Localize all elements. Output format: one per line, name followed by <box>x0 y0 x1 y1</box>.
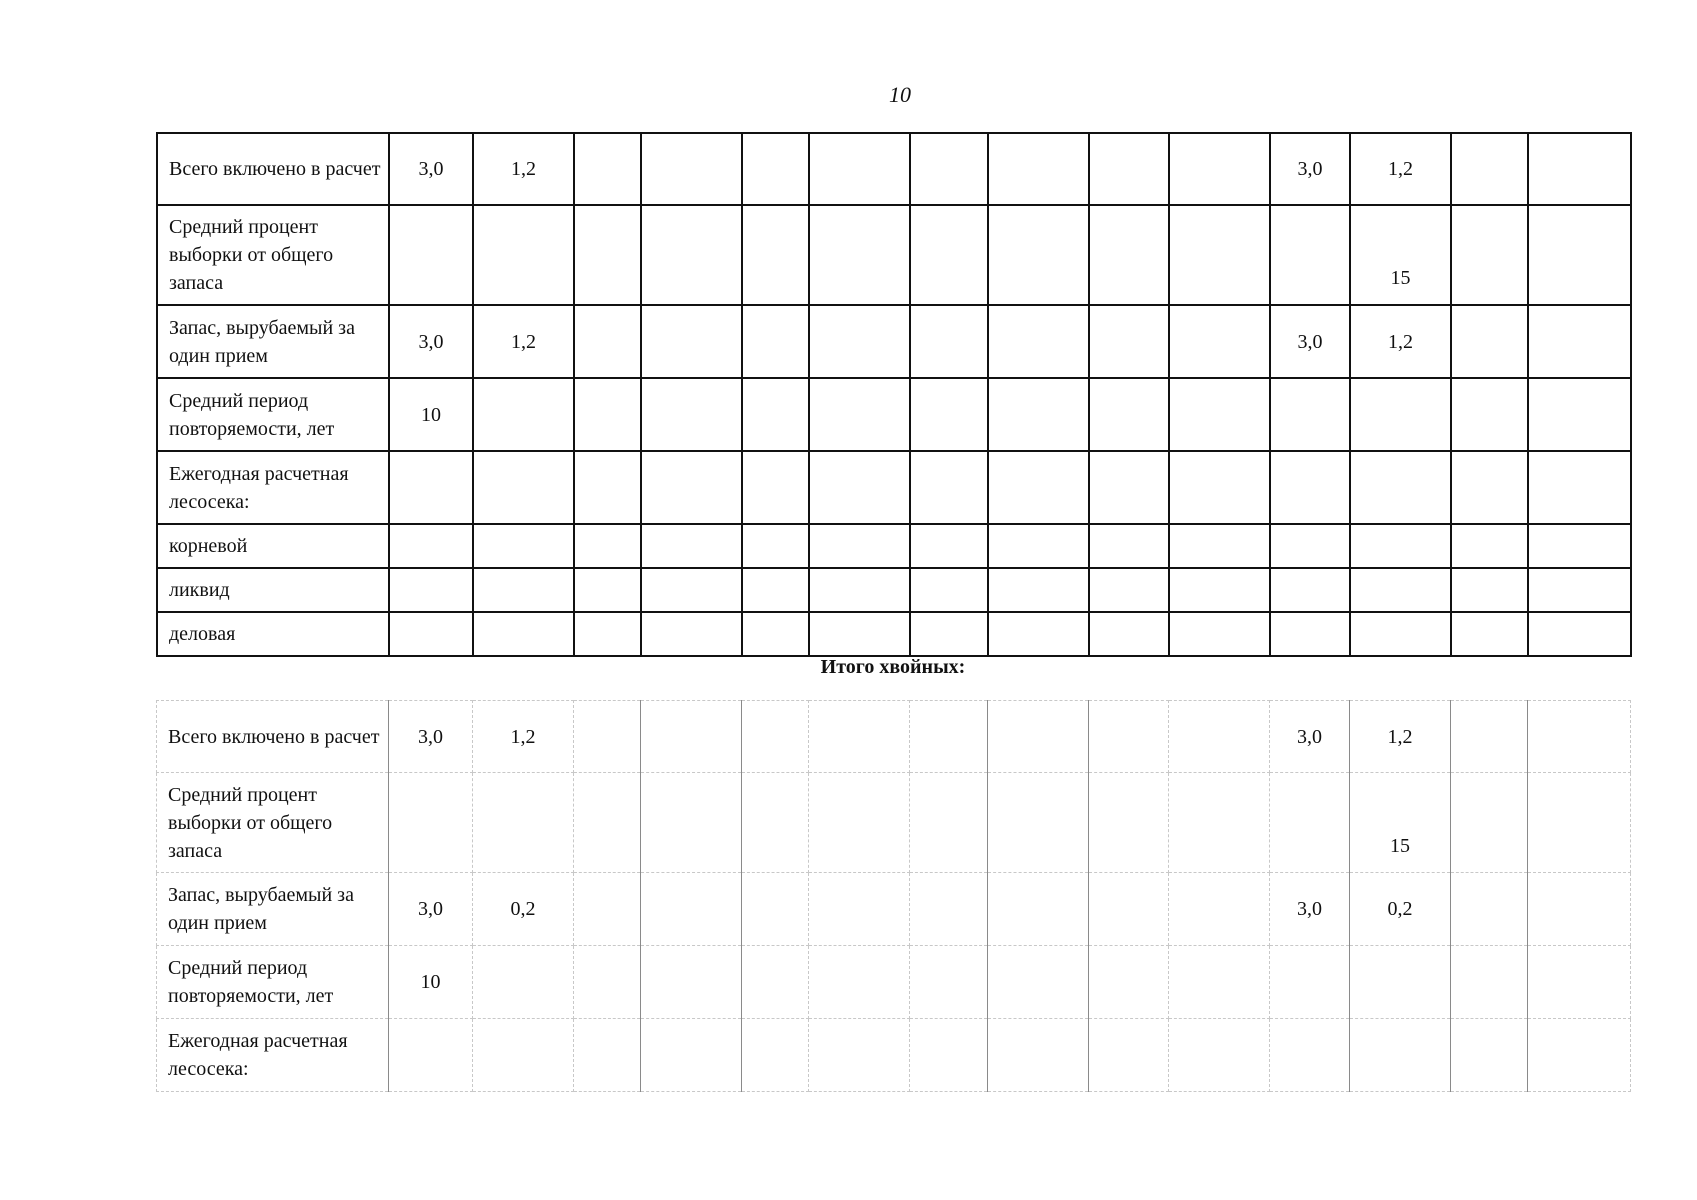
table-cell <box>988 873 1089 946</box>
table-cell <box>1528 1019 1631 1092</box>
table-row <box>157 133 1631 205</box>
table-cell <box>574 701 641 773</box>
table-cell <box>389 568 473 612</box>
table-cell: 3,0 <box>1270 873 1350 946</box>
table-cell <box>1270 1019 1350 1092</box>
table-cell <box>1169 701 1270 773</box>
row-label: Средний процент выборки от общего запаса <box>157 773 389 873</box>
table-cell: 1,2 <box>1350 133 1451 205</box>
table-cell <box>910 946 988 1019</box>
table-cell <box>1089 568 1169 612</box>
table-cell <box>574 305 641 378</box>
table-cell <box>1528 701 1631 773</box>
table-cell <box>473 1019 574 1092</box>
table-cell <box>641 133 742 205</box>
table-cell: 0,2 <box>1350 873 1451 946</box>
table-cell: 1,2 <box>1350 701 1451 773</box>
table-cell <box>742 1019 809 1092</box>
table-cell <box>809 873 910 946</box>
table-cell <box>641 451 742 524</box>
table-cell <box>473 451 574 524</box>
table-cell <box>1169 378 1270 451</box>
table-cell <box>641 873 742 946</box>
table-row <box>157 524 1631 568</box>
table-cell <box>641 378 742 451</box>
table-cell <box>988 946 1089 1019</box>
table-cell <box>473 205 574 305</box>
table-cell <box>389 773 473 873</box>
row-label: Средний период повторяемости, лет <box>157 378 389 451</box>
table-cell <box>574 451 641 524</box>
table-cell <box>1451 873 1528 946</box>
row-label: Запас, вырубаемый за один прием <box>157 873 389 946</box>
table-cell <box>1270 773 1350 873</box>
table-cell <box>1089 378 1169 451</box>
table-cell <box>809 701 910 773</box>
table-cell: 3,0 <box>389 133 473 205</box>
table-cell <box>910 451 988 524</box>
table-cell <box>1451 205 1528 305</box>
table-cell <box>988 1019 1089 1092</box>
table-cell <box>910 701 988 773</box>
table-cell <box>641 946 742 1019</box>
table-cell <box>1089 701 1169 773</box>
table-cell <box>988 612 1089 656</box>
table-cell <box>910 524 988 568</box>
table-cell <box>1089 205 1169 305</box>
row-label: Всего включено в расчет <box>157 133 389 205</box>
table-cell <box>742 524 809 568</box>
table-cell <box>1451 773 1528 873</box>
table-cell: 3,0 <box>1270 133 1350 205</box>
table-cell <box>988 451 1089 524</box>
table-cell <box>742 568 809 612</box>
table-cell <box>742 773 809 873</box>
row-label: деловая <box>157 612 389 656</box>
table-cell <box>988 133 1089 205</box>
table-row <box>157 701 1631 773</box>
table-cell <box>1528 451 1631 524</box>
table-cell <box>1169 773 1270 873</box>
table-cell <box>809 1019 910 1092</box>
table-cell <box>1270 524 1350 568</box>
table-cell <box>910 773 988 873</box>
table-cell: 3,0 <box>389 305 473 378</box>
table-cell <box>1528 773 1631 873</box>
table-cell <box>473 773 574 873</box>
table-cell <box>1089 451 1169 524</box>
table-row <box>157 612 1631 656</box>
table-cell: 1,2 <box>473 305 574 378</box>
table-cell: 0,2 <box>473 873 574 946</box>
table-cell: 3,0 <box>389 701 473 773</box>
table-cell <box>1528 873 1631 946</box>
table-cell <box>1270 451 1350 524</box>
table-cell: 3,0 <box>1270 305 1350 378</box>
table-cell <box>1169 205 1270 305</box>
table-cell <box>910 133 988 205</box>
table-cell <box>1451 524 1528 568</box>
table-cell <box>1169 946 1270 1019</box>
table-cell <box>1528 305 1631 378</box>
table-cell <box>641 568 742 612</box>
table-cell <box>742 378 809 451</box>
table-cell <box>1350 946 1451 1019</box>
table-cell <box>1451 451 1528 524</box>
table-cell <box>473 946 574 1019</box>
table-cell <box>809 612 910 656</box>
table-cell <box>389 1019 473 1092</box>
table-cell <box>473 612 574 656</box>
table-cell <box>574 205 641 305</box>
table-cell <box>809 568 910 612</box>
table-cell <box>1270 205 1350 305</box>
row-label: ликвид <box>157 568 389 612</box>
row-label: Ежегодная расчетная лесосека: <box>157 451 389 524</box>
table-cell <box>910 568 988 612</box>
table-cell <box>1451 305 1528 378</box>
table-cell <box>910 612 988 656</box>
table-cell <box>574 524 641 568</box>
table-cell <box>1089 946 1169 1019</box>
table-cell: 1,2 <box>473 133 574 205</box>
table-cell <box>1350 524 1451 568</box>
table-cell <box>1350 378 1451 451</box>
table-cell <box>641 773 742 873</box>
table-cell <box>1270 568 1350 612</box>
table-row <box>157 873 1631 946</box>
table-cell <box>1089 1019 1169 1092</box>
table-cell <box>1528 133 1631 205</box>
row-label: корневой <box>157 524 389 568</box>
table-cell: 3,0 <box>389 873 473 946</box>
table-cell <box>1169 873 1270 946</box>
table-cell <box>742 946 809 1019</box>
table-cell <box>389 451 473 524</box>
table-cell <box>809 205 910 305</box>
table-cell <box>988 568 1089 612</box>
table-cell <box>389 205 473 305</box>
table-cell <box>988 305 1089 378</box>
table-cell: 10 <box>389 946 473 1019</box>
table-cell <box>809 133 910 205</box>
table-cell <box>1451 568 1528 612</box>
table-cell <box>473 568 574 612</box>
table-cell <box>574 378 641 451</box>
table-cell <box>742 305 809 378</box>
table-cell: 1,2 <box>1350 305 1451 378</box>
table-cell <box>1528 205 1631 305</box>
conifer-total-table <box>156 700 1631 1092</box>
table-cell: 1,2 <box>473 701 574 773</box>
table-cell <box>1270 612 1350 656</box>
table-cell <box>742 612 809 656</box>
table-cell <box>1169 612 1270 656</box>
table-cell <box>1350 451 1451 524</box>
row-label: Средний процент выборки от общего запаса <box>157 205 389 305</box>
table-cell <box>641 524 742 568</box>
table-cell <box>809 946 910 1019</box>
table-cell <box>1528 524 1631 568</box>
table-cell <box>1089 133 1169 205</box>
table-cell <box>1528 612 1631 656</box>
table-cell: 10 <box>389 378 473 451</box>
table-cell <box>910 305 988 378</box>
table-cell <box>1451 133 1528 205</box>
table-cell <box>1089 305 1169 378</box>
table-cell <box>574 568 641 612</box>
table-row <box>157 568 1631 612</box>
table-cell <box>1350 612 1451 656</box>
table-cell <box>641 701 742 773</box>
table-cell <box>1169 568 1270 612</box>
table-cell <box>910 378 988 451</box>
table-cell <box>574 133 641 205</box>
table-cell <box>574 773 641 873</box>
table-cell <box>473 524 574 568</box>
table-cell <box>1451 946 1528 1019</box>
table-cell <box>1089 612 1169 656</box>
table-cell <box>389 612 473 656</box>
table-cell <box>742 701 809 773</box>
table-cell <box>1169 451 1270 524</box>
table-cell <box>988 524 1089 568</box>
page-number: 10 <box>889 82 911 107</box>
table-cell <box>809 524 910 568</box>
table-row <box>157 1019 1631 1092</box>
table-cell <box>1169 1019 1270 1092</box>
table-cell <box>742 451 809 524</box>
table-cell <box>1528 946 1631 1019</box>
table-cell <box>1350 1019 1451 1092</box>
table-cell <box>809 451 910 524</box>
table-cell <box>1169 133 1270 205</box>
table-cell <box>1270 378 1350 451</box>
table-cell <box>910 1019 988 1092</box>
table-cell <box>1270 946 1350 1019</box>
table-cell <box>1528 378 1631 451</box>
forest-data-table <box>156 132 1632 657</box>
table-cell <box>389 524 473 568</box>
table-cell <box>988 205 1089 305</box>
table-row <box>157 946 1631 1019</box>
row-label: Ежегодная расчетная лесосека: <box>157 1019 389 1092</box>
table-cell <box>641 612 742 656</box>
table-cell <box>1451 378 1528 451</box>
table-cell <box>1451 1019 1528 1092</box>
table-row <box>157 305 1631 378</box>
table-cell <box>1089 773 1169 873</box>
row-label: Всего включено в расчет <box>157 701 389 773</box>
row-label: Средний период повторяемости, лет <box>157 946 389 1019</box>
table-cell <box>1451 701 1528 773</box>
table-cell <box>988 773 1089 873</box>
table-cell <box>809 305 910 378</box>
table-cell <box>742 205 809 305</box>
table-cell <box>574 873 641 946</box>
table-cell <box>641 205 742 305</box>
table-cell <box>641 1019 742 1092</box>
table-cell <box>742 133 809 205</box>
table-cell: 3,0 <box>1270 701 1350 773</box>
table-cell <box>574 1019 641 1092</box>
table-cell <box>574 946 641 1019</box>
table-cell <box>641 305 742 378</box>
table-cell <box>1451 612 1528 656</box>
table-cell <box>1089 524 1169 568</box>
table-cell <box>910 873 988 946</box>
table-cell: 15 <box>1350 773 1451 873</box>
table-cell <box>1089 873 1169 946</box>
table-cell <box>574 612 641 656</box>
table-row <box>157 773 1631 873</box>
table-cell <box>988 378 1089 451</box>
table-row <box>157 378 1631 451</box>
table-cell <box>742 873 809 946</box>
table-cell <box>1350 568 1451 612</box>
table-cell <box>809 378 910 451</box>
row-label: Запас, вырубаемый за один прием <box>157 305 389 378</box>
table-cell <box>1528 568 1631 612</box>
table-cell <box>1169 524 1270 568</box>
table-row <box>157 205 1631 305</box>
table-row <box>157 451 1631 524</box>
table-cell <box>809 773 910 873</box>
table-cell <box>910 205 988 305</box>
table-cell <box>1169 305 1270 378</box>
table-cell <box>473 378 574 451</box>
section-title: Итого хвойных: <box>820 656 966 678</box>
table-cell <box>988 701 1089 773</box>
table-cell: 15 <box>1350 205 1451 305</box>
